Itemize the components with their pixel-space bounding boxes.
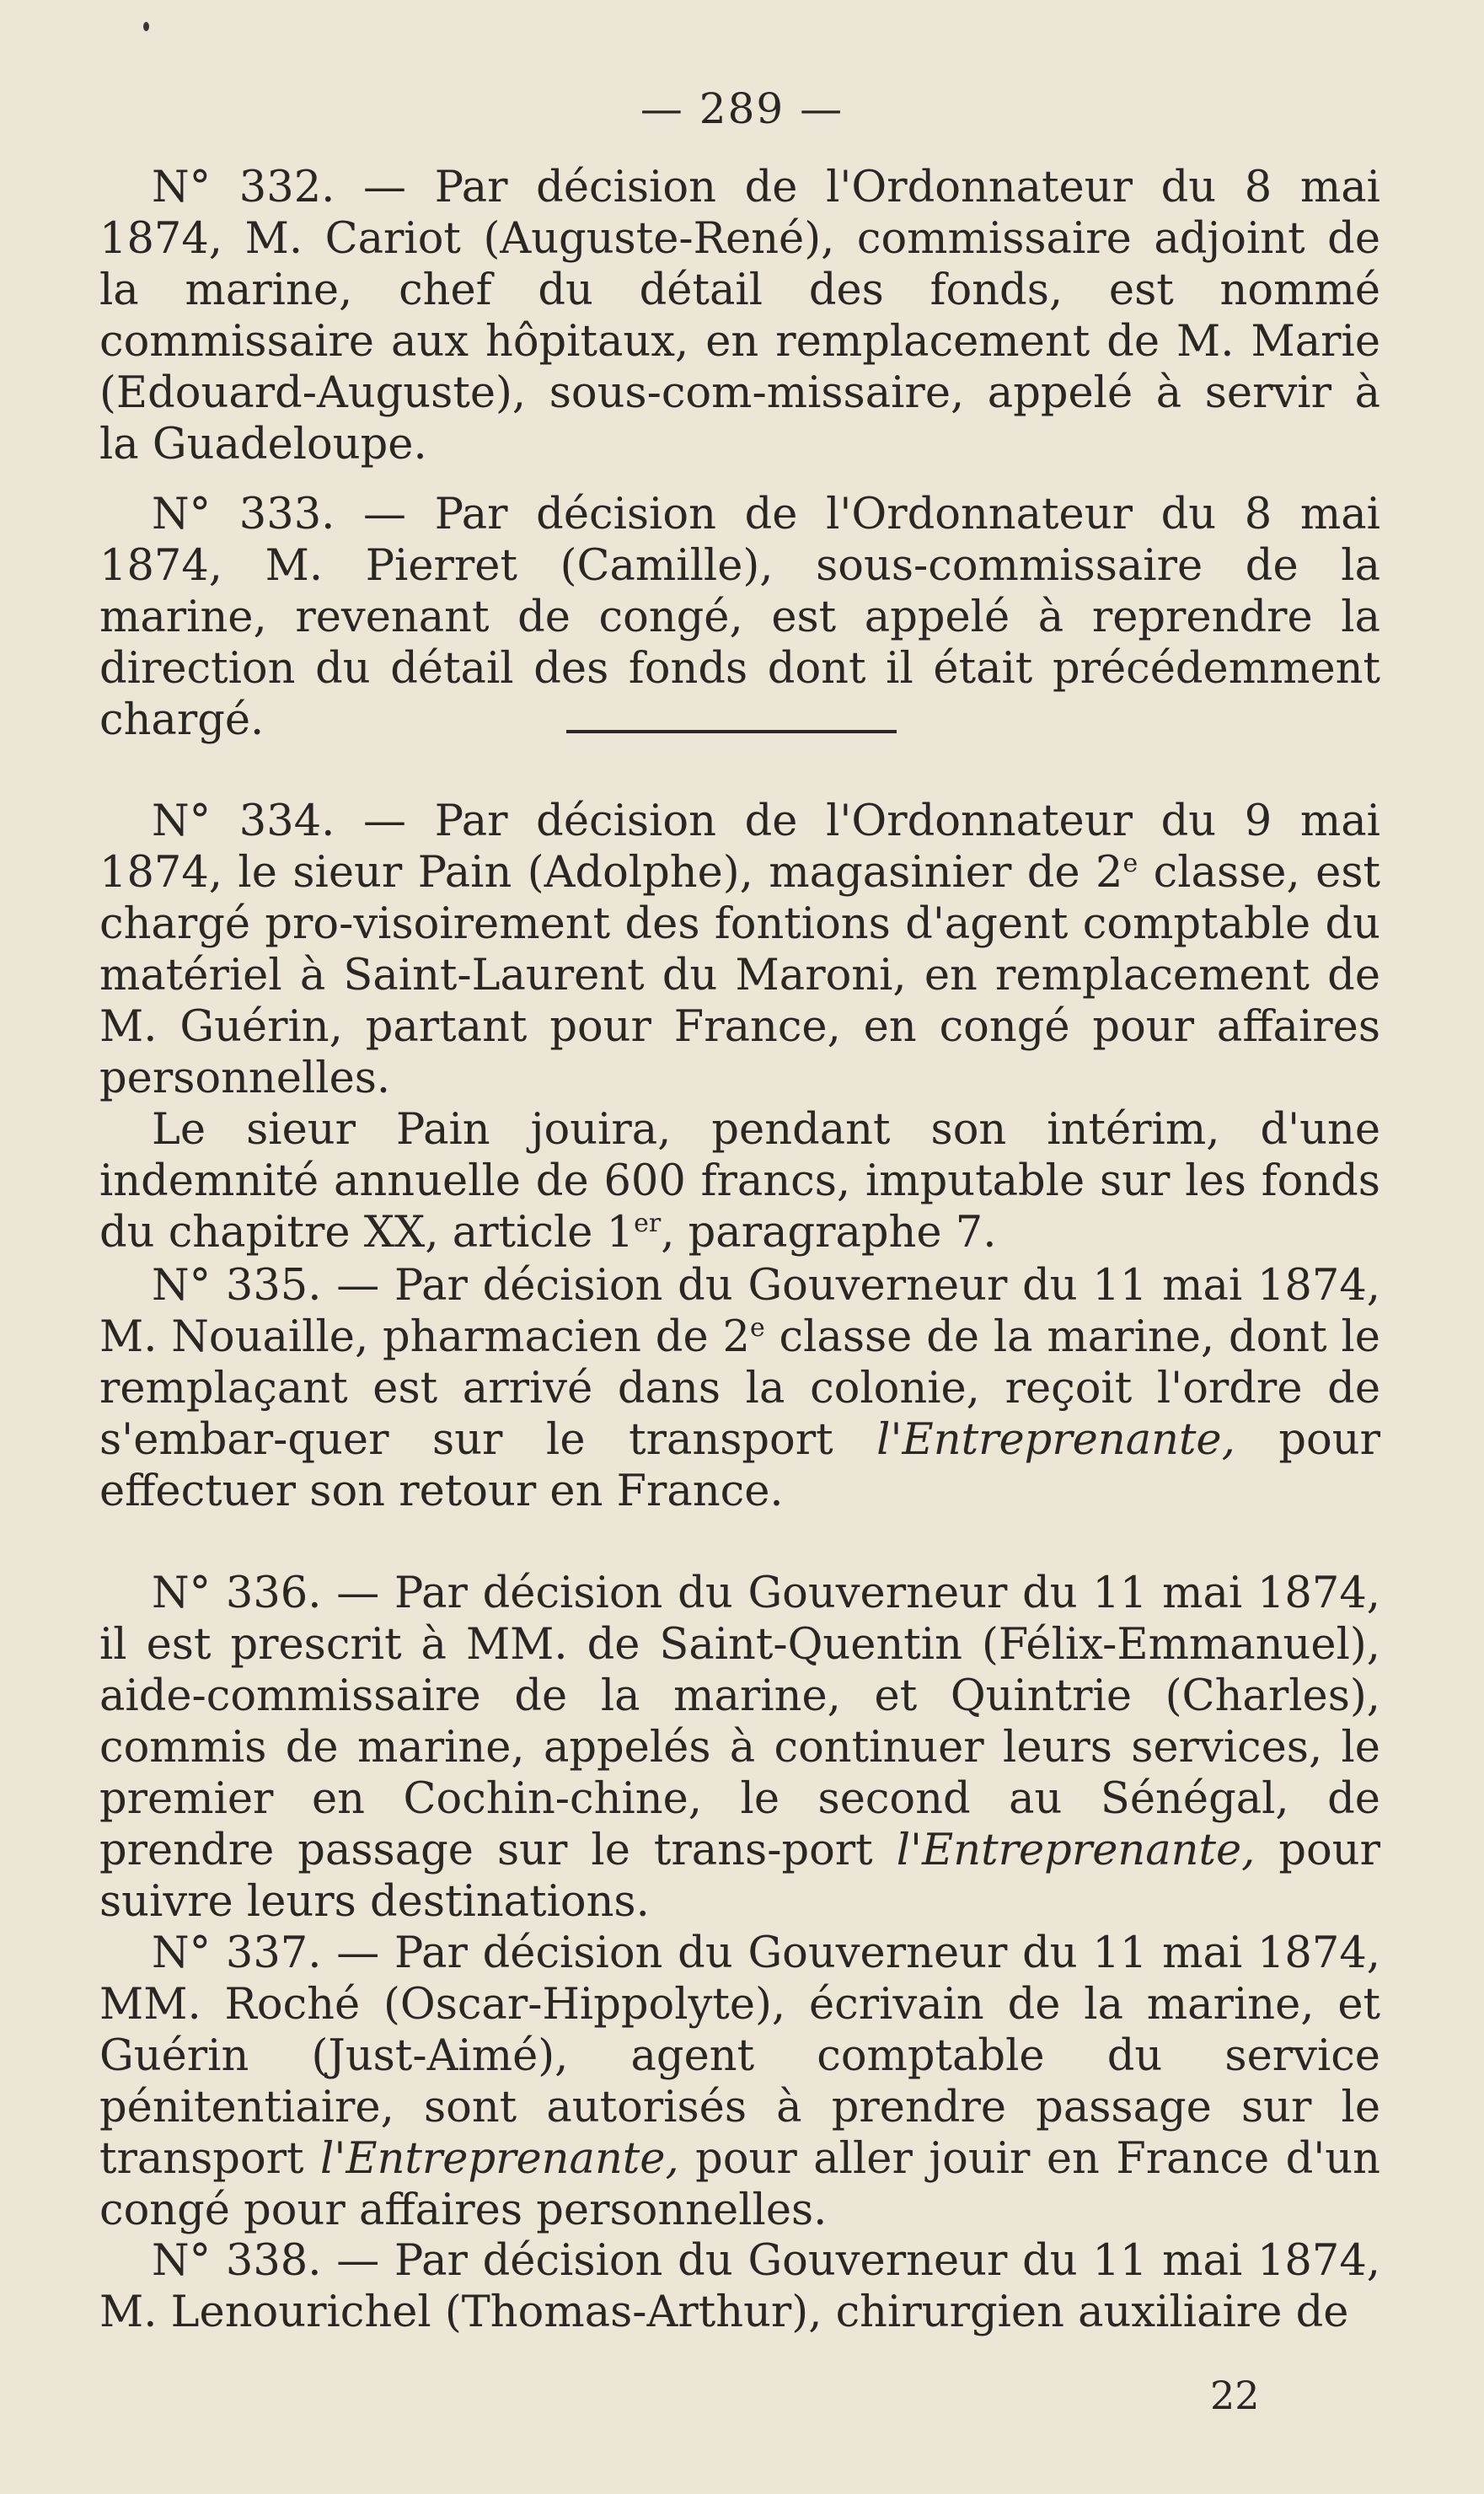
entry-335-text: N° 335. — Par décision du Gouverneur du 11 mai 1874, M. Nouaille, pharmacien de 2e classe de la marine, dont le remplaçant est arrivé dans la colonie, reçoit l'ordre de s'embar-quer sur le transport l'Entreprenante, pour effectuer son retour en France. xyxy=(99,1261,1380,1516)
entry-334-indemnity-paragraph: Le sieur Pain jouira, pendant son intérim, d'une indemnité annuelle de 600 francs, imputable sur les fonds du chapitre XX, article 1er, paragraphe 7. xyxy=(99,1105,1380,1258)
section-divider-rule xyxy=(566,730,897,733)
signature-mark: 22 xyxy=(1210,2373,1260,2418)
ship-name: l'Entreprenante, xyxy=(896,1826,1256,1875)
entry-338-text: N° 338. — Par décision du Gouverneur du 11 mai 1874, M. Lenourichel (Thomas-Arthur), chirurgien auxiliaire de xyxy=(99,2236,1380,2337)
entry-333-text: N° 333. — Par décision de l'Ordonnateur du 8 mai 1874, M. Pierret (Camille), sous-commissaire de la marine, revenant de congé, est appelé à reprendre la direction du détail des fonds dont il était précédemment chargé. xyxy=(99,490,1380,745)
entry-337-text: N° 337. — Par décision du Gouverneur du 11 mai 1874, MM. Roché (Oscar-Hippolyte), écrivain de la marine, et Guérin (Just-Aimé), agent comptable du service pénitentiaire, sont autorisés à prendre passage sur le transport l'Entreprenante, pour aller jouir en France d'un congé pour affaires personnelles. xyxy=(99,1928,1381,2235)
entry-334 xyxy=(99,796,1380,1258)
entry-335 xyxy=(99,1260,1380,1517)
entry-332 xyxy=(99,162,1380,470)
entry-334-text: N° 334. — Par décision de l'Ordonnateur du 9 mai 1874, le sieur Pain (Adolphe), magasinier de 2e classe, est chargé pro-visoirement des fontions d'agent comptable du matériel à Saint-Laurent du Maroni, en remplacement de M. Guérin, partant pour France, en congé pour affaires personnelles. xyxy=(99,796,1380,1103)
ship-name: l'Entreprenante, xyxy=(876,1415,1235,1465)
entry-332-text: N° 332. — Par décision de l'Ordonnateur du 8 mai 1874, M. Cariot (Auguste-René), commissaire adjoint de la marine, chef du détail des fonds, est nommé commissaire aux hôpitaux, en remplacement de M. Marie (Edouard-Auguste), sous-com-missaire, appelé à servir à la Guadeloupe. xyxy=(99,163,1381,469)
entry-333 xyxy=(99,489,1380,746)
entry-338 xyxy=(99,2235,1380,2338)
ship-name: l'Entreprenante, xyxy=(320,2134,679,2184)
ink-speck xyxy=(143,22,149,31)
entry-336 xyxy=(99,1568,1380,1928)
entry-336-text: N° 336. — Par décision du Gouverneur du 11 mai 1874, il est prescrit à MM. de Saint-Quentin (Félix-Emmanuel), aide-commissaire de la marine, et Quintrie (Charles), commis de marine, appelés à continuer leurs services, le premier en Cochin-chine, le second au Sénégal, de prendre passage sur le trans-port l'Entreprenante, pour suivre leurs destinations. xyxy=(99,1569,1380,1927)
page-number: — 289 — xyxy=(640,84,844,133)
entry-337 xyxy=(99,1928,1380,2236)
